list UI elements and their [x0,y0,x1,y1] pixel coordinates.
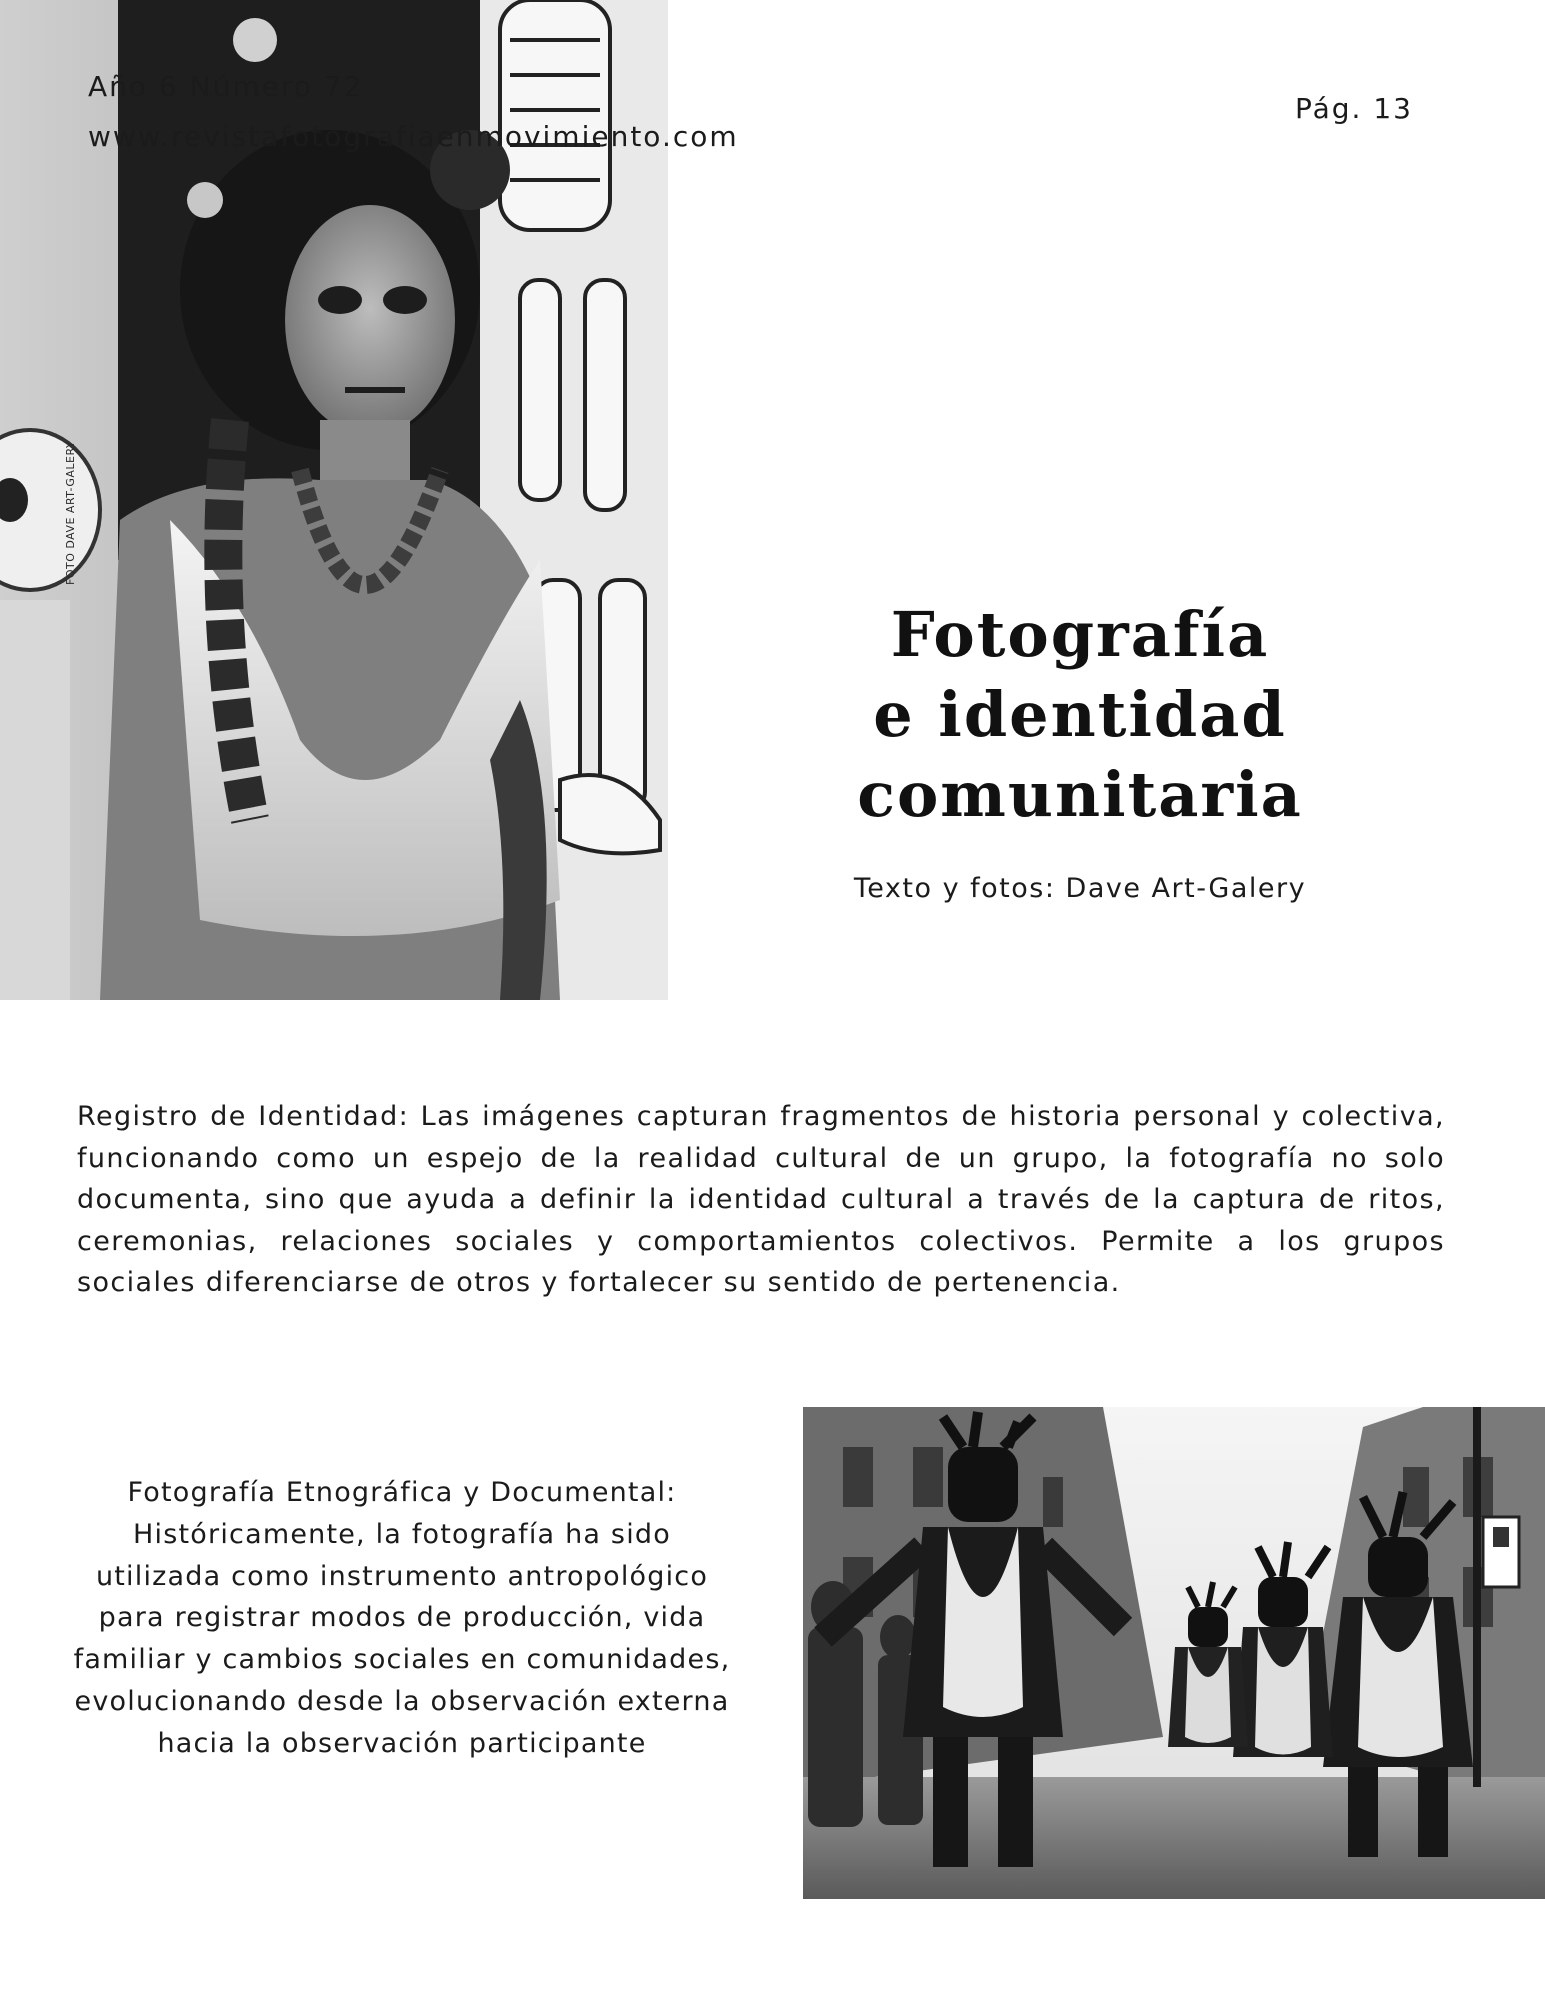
title-line-3: comunitaria [857,758,1303,831]
paragraph-identity: Registro de Identidad: Las imágenes capturan fragmentos de historia personal y colectiva, funcionando como un espejo de la realidad cultural de un grupo, la fotografía no solo documenta, sino que ayuda a definir la identidad cultural a través de la captura de ritos, ceremonias, relaciones sociales y comportamientos colectivos. Permite a los grupos sociales diferenciarse de otros y fortalecer su sentido de pertenencia. [77,1101,1445,1298]
photo-deer-dancers-image [803,1407,1545,1899]
article-byline: Texto y fotos: Dave Art-Galery [853,873,1307,904]
website-url[interactable]: www.revistafotografiaenmovimiento.com [88,120,739,153]
page-number: Pág. 13 [1295,92,1413,125]
article-title [780,595,1380,835]
issue-number: Año 6 Número 72 [88,70,364,103]
photo-deer-dancers [803,1407,1545,1899]
photo-credit: FOTO DAVE ART-GALERY [64,440,77,585]
title-line-2: e identidad [873,678,1287,751]
title-line-1: Fotografía [890,598,1270,671]
paragraph-ethnographic: Fotografía Etnográfica y Documental: Históricamente, la fotografía ha sido utilizada como instrumento antropológico para registrar modos de producción, vida familiar y cambios sociales en comunidades, evolucionando desde la observación externa hacia la observación participante [73,1477,731,1759]
